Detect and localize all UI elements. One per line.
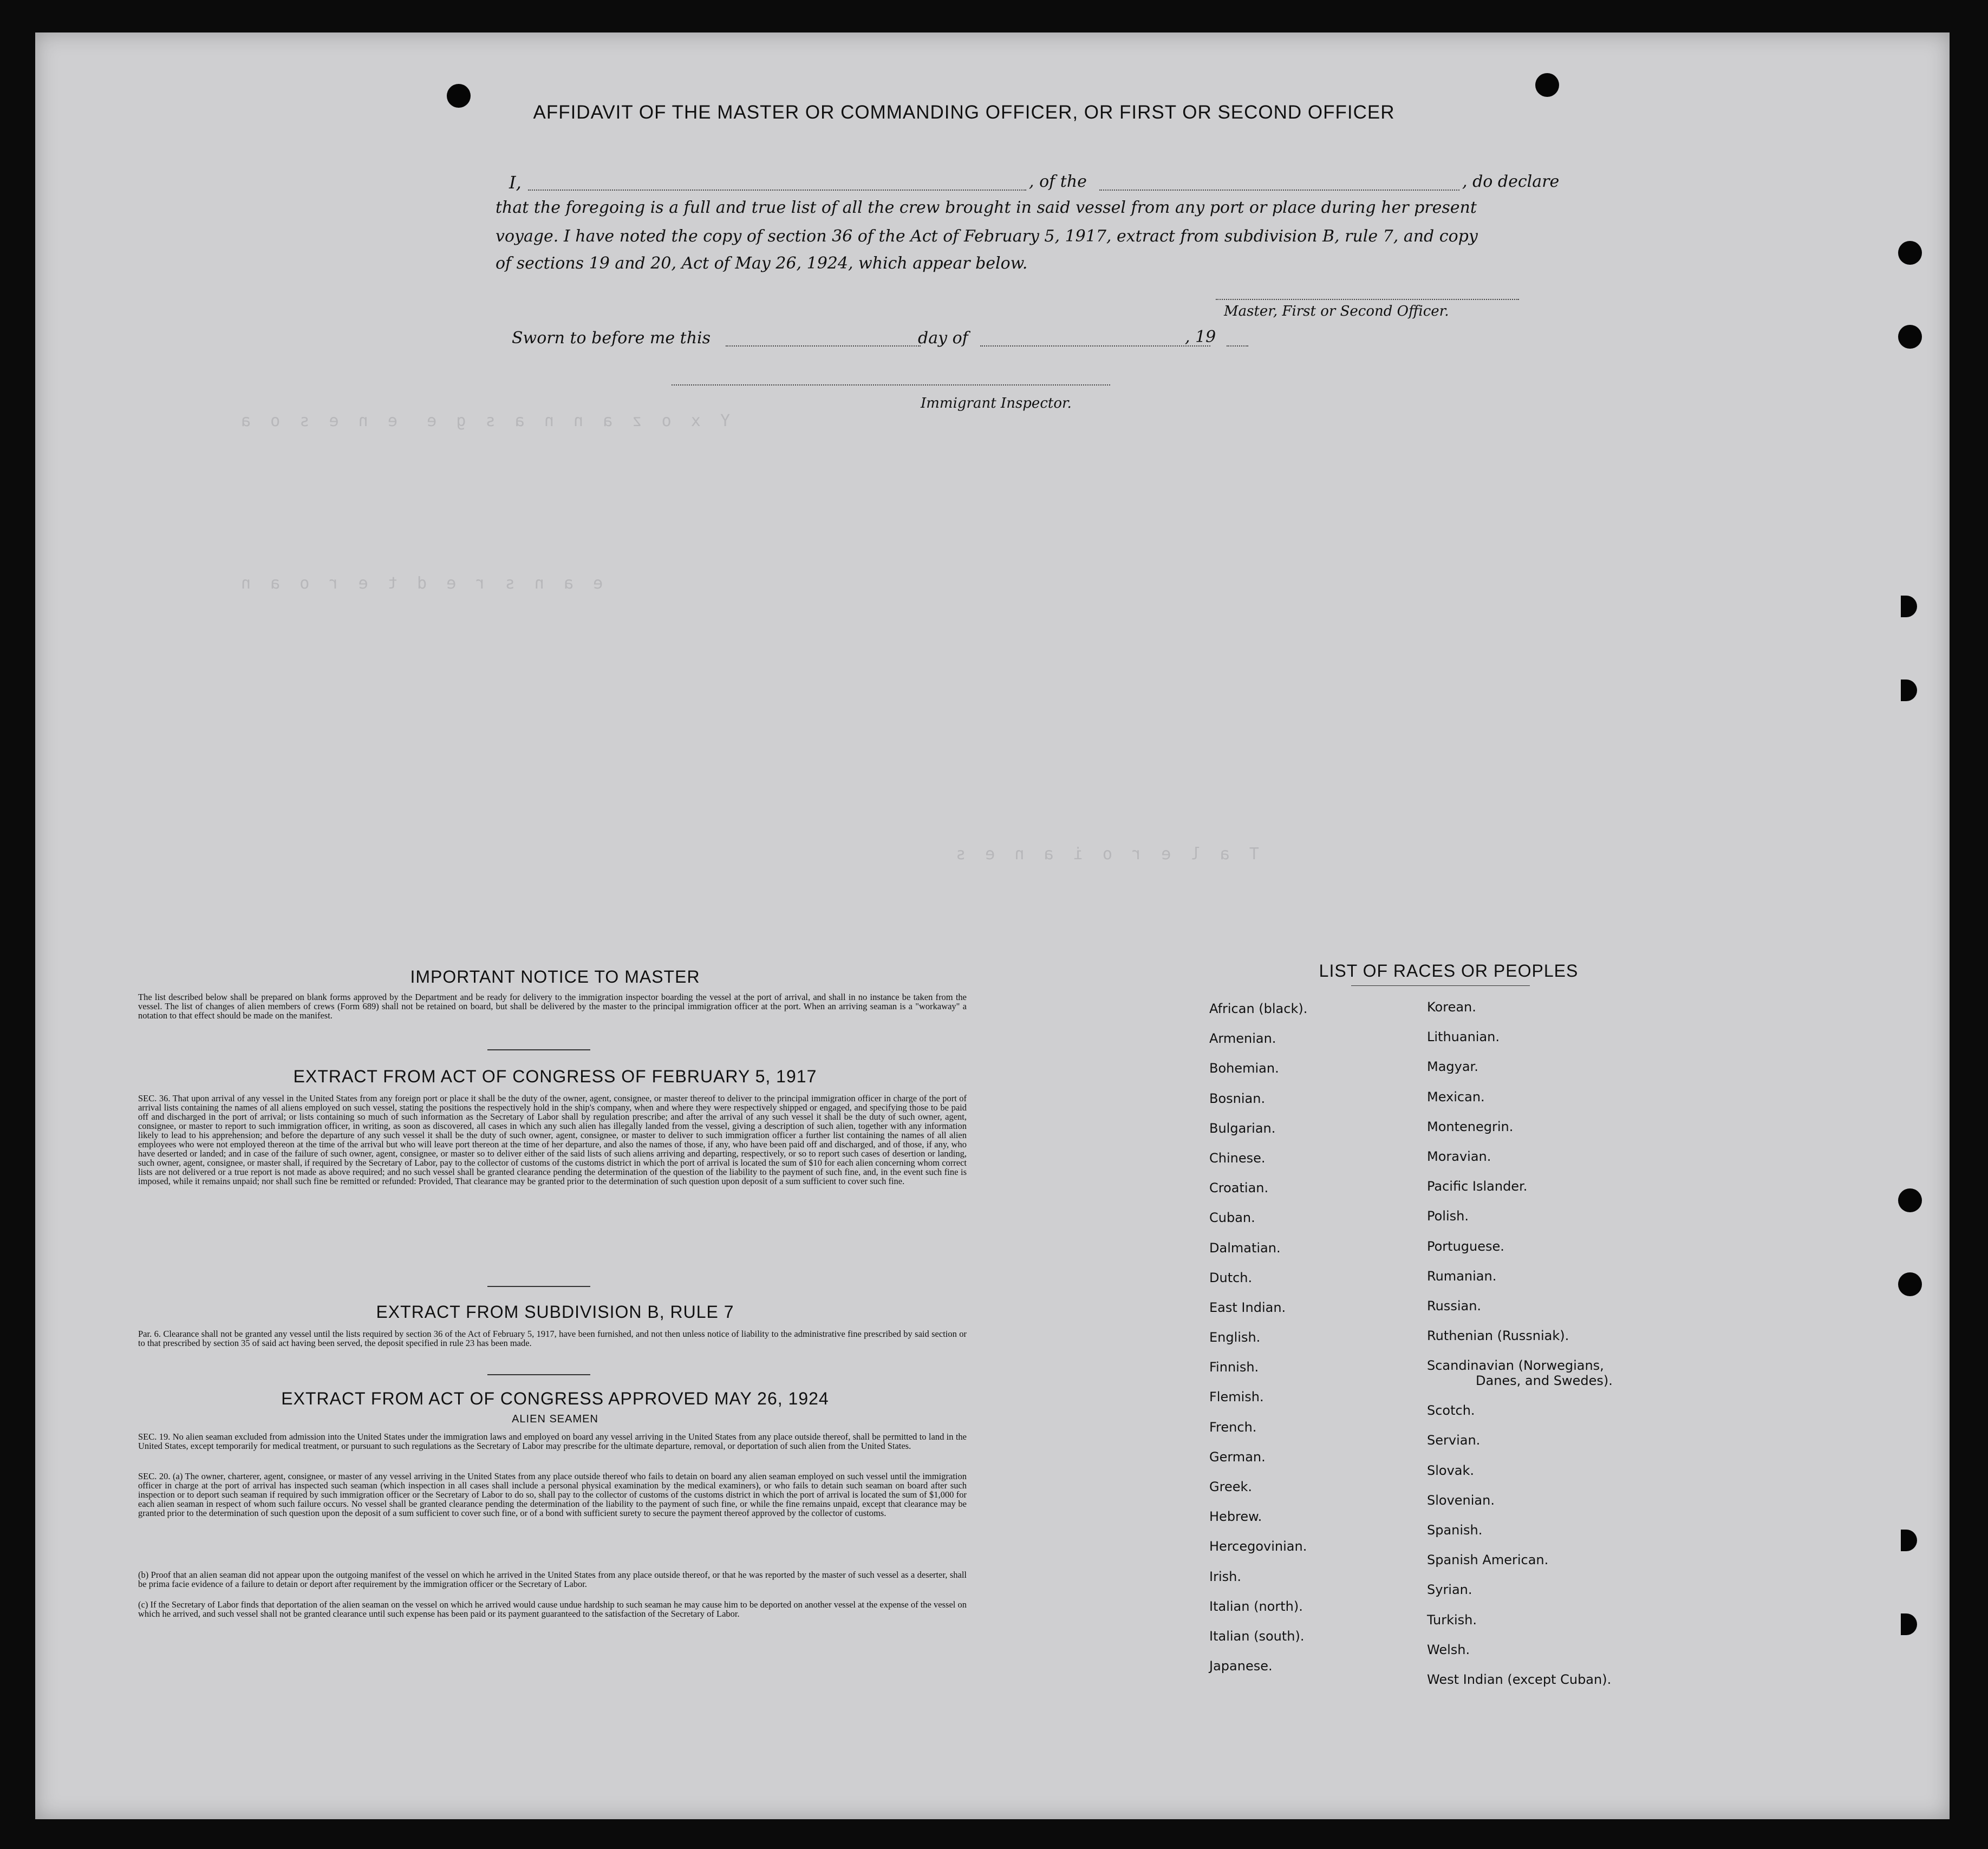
bleed-through-text: Y x o z a n n a s g e e n e s o a	[241, 411, 731, 430]
race-item: Bulgarian.	[1209, 1120, 1276, 1136]
sec-19-text: SEC. 19. No alien seaman excluded from admission into the United States under the immigration laws and employed on board any vessel arriving in the United States from any place outside thereof, shall be permitted to land in the United States, except temporarily for medical treatment, or pursuant to such regulations as the Secretary of Labor may prescribe for the ultimate departure, removal, or deportation of such alien from the United States.	[138, 1432, 967, 1451]
race-item: Hercegovinian.	[1209, 1539, 1307, 1554]
races-right-column	[1427, 1000, 1654, 1702]
document-sheet	[35, 32, 1950, 1819]
rule-7-title: EXTRACT FROM SUBDIVISION B, RULE 7	[376, 1302, 734, 1322]
race-item: Flemish.	[1209, 1389, 1264, 1405]
race-item: Moravian.	[1427, 1148, 1491, 1164]
sworn-label: Sworn to before me this	[512, 329, 711, 348]
race-item: Mexican.	[1427, 1089, 1485, 1105]
race-item: Irish.	[1209, 1569, 1241, 1584]
sworn-year-field[interactable]	[1227, 345, 1248, 347]
races-title-underline	[1351, 985, 1530, 986]
race-item: Rumanian.	[1427, 1268, 1497, 1284]
punch-hole	[1898, 1272, 1922, 1296]
inspector-label: Immigrant Inspector.	[921, 395, 1072, 411]
race-item: Greek.	[1209, 1479, 1252, 1494]
extract-1917-title: EXTRACT FROM ACT OF CONGRESS OF FEBRUARY 5, 1917	[293, 1067, 817, 1086]
race-item: Spanish American.	[1427, 1552, 1549, 1568]
bleed-through-text: T a l e r o i a n e s	[956, 845, 1259, 864]
master-signature-field[interactable]	[1216, 299, 1519, 300]
race-item: Finnish.	[1209, 1360, 1259, 1375]
race-item: Bosnian.	[1209, 1090, 1266, 1106]
race-item: Danes, and Swedes).	[1476, 1373, 1613, 1389]
race-item: Croatian.	[1209, 1180, 1269, 1196]
declarant-label: I,	[509, 172, 522, 193]
master-signature-label: Master, First or Second Officer.	[1224, 303, 1449, 319]
alien-seamen-subtitle: ALIEN SEAMEN	[512, 1413, 598, 1425]
bleed-through-text: e a n s r e d t e r o a n	[241, 574, 603, 593]
race-item: Korean.	[1427, 999, 1476, 1015]
affidavit-title: AFFIDAVIT OF THE MASTER OR COMMANDING OFFICER, OR FIRST OR SECOND OFFICER	[533, 102, 1395, 123]
race-item: Lithuanian.	[1427, 1029, 1500, 1045]
race-item: Chinese.	[1209, 1150, 1266, 1166]
race-item: Pacific Islander.	[1427, 1179, 1528, 1194]
punch-hole	[1901, 596, 1917, 617]
day-of-label: day of	[918, 329, 968, 348]
punch-hole	[1901, 1613, 1917, 1635]
notice-text: The list described below shall be prepared on blank forms approved by the Department and be ready for delivery to the immigration inspector boarding the vessel at the port of arrival, and shall in no instance be taken from the vessel. The list of changes of alien members of crews (Form 689) shall not be retained on board, but shall be delivered by the master to the principal immigration officer at the port. When an arriving seaman is a "workaway" a notation to that effect should be made on the manifest.	[138, 992, 967, 1021]
race-item: Slovak.	[1427, 1462, 1475, 1478]
divider	[487, 1286, 590, 1287]
race-item: Slovenian.	[1427, 1492, 1495, 1508]
race-item: Magyar.	[1427, 1059, 1478, 1075]
punch-hole	[1535, 73, 1559, 97]
punch-hole	[1898, 325, 1922, 349]
race-item: Welsh.	[1427, 1642, 1470, 1657]
race-item: French.	[1209, 1419, 1257, 1435]
race-item: Italian (south).	[1209, 1628, 1305, 1644]
sworn-month-field[interactable]	[980, 345, 1210, 347]
extract-1924-title: EXTRACT FROM ACT OF CONGRESS APPROVED MAY 26, 1924	[281, 1389, 829, 1408]
races-left-column	[1209, 1002, 1383, 1689]
race-item: Armenian.	[1209, 1031, 1276, 1047]
punch-hole	[1901, 1530, 1917, 1551]
race-item: Syrian.	[1427, 1582, 1472, 1598]
punch-hole	[1898, 1188, 1922, 1212]
race-item: Turkish.	[1427, 1612, 1477, 1628]
notice-title: IMPORTANT NOTICE TO MASTER	[410, 967, 700, 986]
race-item: English.	[1209, 1330, 1261, 1345]
race-item: African (black).	[1209, 1001, 1308, 1016]
year-label: , 19	[1185, 328, 1216, 347]
divider	[487, 1049, 590, 1050]
race-item: Russian.	[1427, 1298, 1482, 1314]
rule-7-text: Par. 6. Clearance shall not be granted any vessel until the lists required by section 36 of the Act of February 5, 1917, have been furnished, and not then unless notice of liability to the administrative fine prescribed by said section or to that prescribed by section 35 of said act having been served, the deposit specified in rule 23 has been made.	[138, 1329, 967, 1348]
race-item: Cuban.	[1209, 1210, 1255, 1226]
race-item: Servian.	[1427, 1433, 1481, 1448]
inspector-signature-field[interactable]	[672, 384, 1110, 386]
race-item: Hebrew.	[1209, 1509, 1262, 1525]
affidavit-body-line-3: of sections 19 and 20, Act of May 26, 1924, which appear below.	[496, 254, 1028, 273]
race-item: Montenegrin.	[1427, 1119, 1514, 1134]
race-item: Polish.	[1427, 1208, 1469, 1224]
punch-hole	[1901, 680, 1917, 701]
race-item: West Indian (except Cuban).	[1427, 1671, 1612, 1687]
punch-hole	[1898, 241, 1922, 265]
race-item: Ruthenian (Russniak).	[1427, 1328, 1569, 1344]
extract-1917-text: SEC. 36. That upon arrival of any vessel in the United States from any foreign port or place it shall be the duty of the owner, agent, consignee, or master thereof to deliver to the principal immigration officer in charge of the port of arrival lists containing the names of all aliens employed on such vessel, stating the positions the respectively hold in the ship's company, when and where they were respectively shipped or engaged, and specifying those to be paid off and discharged in the port of arrival; or lists containing so much of such information as the Secretary of Labor shall by regulation prescribe; and after the arrival of any such vessel it shall be the duty of such owner, agent, consignee, or master to report to such immigration officer, in writing, as soon as discovered, all cases in which any such alien has illegally landed from the vessel, giving a description of such alien, together with any information likely to lead to his apprehension; and before the departure of any such vessel it shall be the duty of such owner, agent, consignee, or master to deliver to such immigration officer a further list containing the names of all alien employees who were not employed thereon at the time of the arrival but who will leave port thereon at the time of her departure, and also the names of those, if any, who have been paid off and discharged, and of those, if any, who have deserted or landed; and in case of the failure of such owner, agent, consignee, or master so to deliver either of the said lists of such aliens arriving and departing, respectively, or so to report such cases of desertion or landing, such owner, agent, consignee, or master shall, if required by the Secretary of Labor, pay to the collector of customs of the customs district in which the port of arrival is located the sum of $10 for each alien concerning whom correct lists are not delivered or a true report is not made as above required; and no such vessel shall be granted clearance pending the determination of the question of the liability to the payment of such fine, and, in the event such fine is imposed, while it remains unpaid; nor shall such fine be remitted or refunded: Provided, That clearance may be granted prior to the determination of such question upon deposit of a sum sufficient to cover such fine.	[138, 1093, 967, 1186]
race-item: Portuguese.	[1427, 1238, 1504, 1254]
race-item: Dalmatian.	[1209, 1240, 1281, 1256]
race-item: Scotch.	[1427, 1403, 1475, 1419]
sworn-day-field[interactable]	[726, 345, 921, 347]
race-item: Dutch.	[1209, 1270, 1253, 1285]
vessel-name-field[interactable]	[1099, 190, 1459, 191]
affidavit-body-line-1: that the foregoing is a full and true list of all the crew brought in said vessel from any port or place during her present	[496, 198, 1477, 217]
race-item: Scandinavian (Norwegians,	[1427, 1358, 1604, 1374]
race-item: Bohemian.	[1209, 1061, 1279, 1076]
sec-20b-text: (b) Proof that an alien seaman did not appear upon the outgoing manifest of the vessel on which he arrived in the United States from any place outside thereof, or that he was reported by the master of such vessel as a deserter, shall be prima facie evidence of a failure to detain or deport after requirement by the immigration officer or the Secretary of Labor.	[138, 1570, 967, 1589]
race-item: Japanese.	[1209, 1658, 1273, 1674]
races-title: LIST OF RACES OR PEOPLES	[1319, 961, 1579, 981]
sec-20c-text: (c) If the Secretary of Labor finds that deportation of the alien seaman on the vessel on which he arrived would cause undue hardship to such seaman he may cause him to be deported on another vessel at the expense of the vessel on which he arrived, and such vessel shall not be granted clearance until such expense has been paid or its payment guaranteed to the satisfaction of the Secretary of Labor.	[138, 1599, 967, 1619]
race-item: Italian (north).	[1209, 1598, 1303, 1614]
race-item: Spanish.	[1427, 1523, 1483, 1538]
affidavit-body-line-2: voyage. I have noted the copy of section 36 of the Act of February 5, 1917, extract from subdivision B, rule 7, and copy	[496, 227, 1478, 246]
declarant-name-field[interactable]	[528, 190, 1026, 191]
vessel-label: , of the	[1029, 172, 1087, 191]
divider	[487, 1374, 590, 1375]
race-item: East Indian.	[1209, 1299, 1286, 1315]
declare-label: , do declare	[1462, 172, 1560, 191]
sec-20a-text: SEC. 20. (a) The owner, charterer, agent, consignee, or master of any vessel arriving in the United States from any place outside thereof who fails to detain on board any alien seaman employed on such vessel until the immigration officer in charge at the port of arrival has inspected such seaman (which inspection in all cases shall include a personal physical examination by the medical examiners), or who fails to detain such seaman on board after such inspection or to deport such seaman if required by such immigration officer or the Secretary of Labor to do so, shall pay to the collector of customs of the customs district in which the port of arrival is located the sum of $1,000 for each alien seaman in respect of whom such failure occurs. No vessel shall be granted clearance pending the determination of the liability to the payment of such fine, or while the fine remains unpaid, except that clearance may be granted prior to the determination of such question upon the deposit of a sum sufficient to cover such fine, or of a bond with sufficient surety to secure the payment thereof approved by the collector of customs.	[138, 1471, 967, 1518]
race-item: German.	[1209, 1449, 1266, 1465]
